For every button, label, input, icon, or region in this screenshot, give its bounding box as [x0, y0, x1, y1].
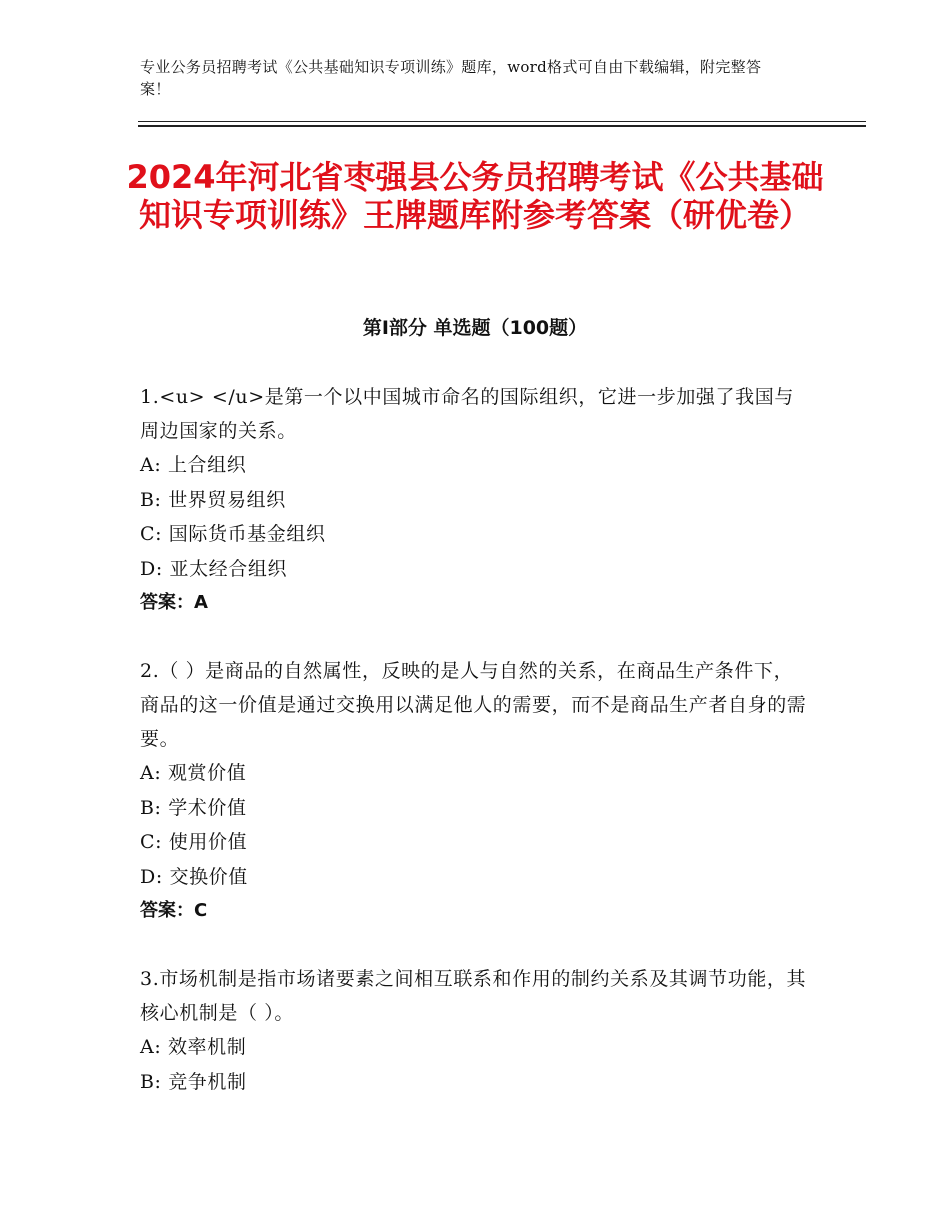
answer: 答案：C	[140, 900, 208, 921]
question-list	[140, 380, 810, 1133]
option-b: B: 学术价值	[140, 796, 247, 819]
option-c: C: 国际货币基金组织	[140, 523, 326, 545]
option-a: A: 效率机制	[140, 1036, 247, 1058]
document-title: 2024年河北省枣强县公务员招聘考试《公共基础知识专项训练》王牌题库附参考答案（研优卷）	[126, 158, 824, 234]
option-a: A: 上合组织	[140, 454, 247, 476]
answer: 答案：A	[140, 592, 208, 613]
question-3	[140, 962, 810, 1099]
question-2	[140, 654, 810, 928]
question-stem: 1.<u> </u>是第一个以中国城市命名的国际组织，它进一步加强了我国与周边国家的关系。	[140, 386, 794, 442]
question-stem: 2.（ ）是商品的自然属性，反映的是人与自然的关系，在商品生产条件下，商品的这一价值是通过交换用以满足他人的需要，而不是商品生产者自身的需要。	[140, 660, 807, 750]
question-1	[140, 380, 810, 620]
option-b: B: 竞争机制	[140, 1070, 247, 1093]
option-d: D: 亚太经合组织	[140, 557, 288, 580]
header-note: 专业公务员招聘考试《公共基础知识专项训练》题库，word格式可自由下载编辑，附完整答案！	[140, 58, 762, 98]
option-b: B: 世界贸易组织	[140, 488, 286, 511]
header-rule-thin	[138, 121, 866, 122]
option-d: D: 交换价值	[140, 865, 248, 888]
option-a: A: 观赏价值	[140, 762, 247, 784]
option-c: C: 使用价值	[140, 831, 248, 853]
header-rule-thick	[138, 125, 866, 127]
question-stem: 3.市场机制是指市场诸要素之间相互联系和作用的制约关系及其调节功能，其核心机制是（ ）。	[140, 968, 807, 1024]
section-heading: 第Ⅰ部分 单选题（100题）	[362, 317, 588, 339]
